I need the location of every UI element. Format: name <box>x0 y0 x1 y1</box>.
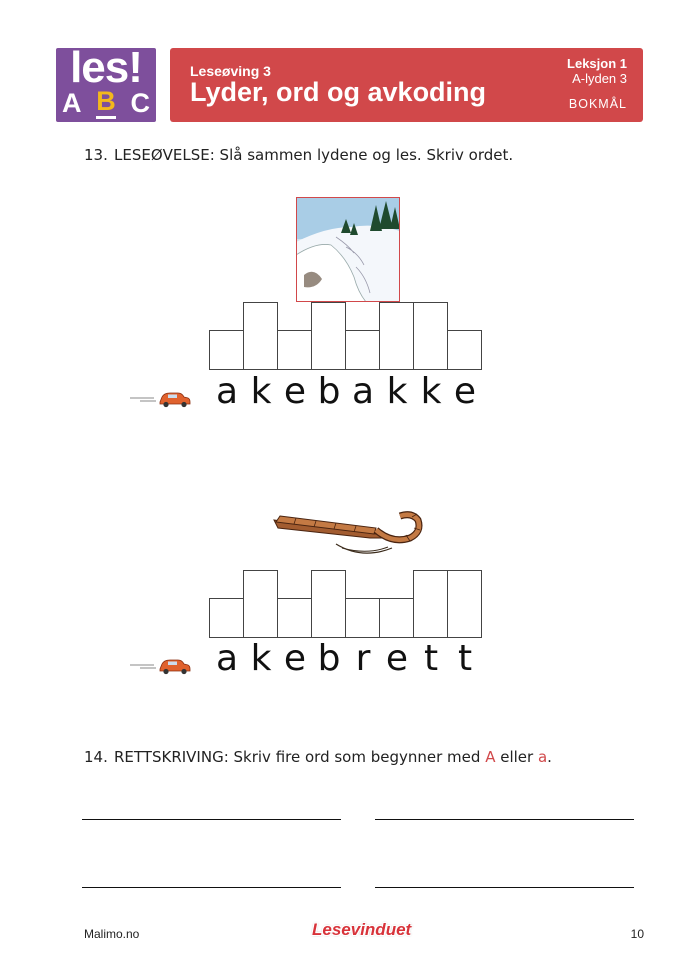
letter-box[interactable] <box>345 330 380 370</box>
word-letter: e <box>453 371 477 412</box>
letter-box[interactable] <box>447 330 482 370</box>
letter-box[interactable] <box>277 598 312 638</box>
letter-box[interactable] <box>447 570 482 638</box>
sled-picture <box>272 508 424 558</box>
letter-box[interactable] <box>277 330 312 370</box>
les-abc-logo <box>56 43 156 122</box>
word-letter: r <box>355 638 371 679</box>
task-14-instruction <box>84 748 552 766</box>
writing-line[interactable] <box>82 819 341 820</box>
word-letter: e <box>283 371 307 412</box>
letter-boxes-1 <box>209 302 482 370</box>
letter-box[interactable] <box>379 598 414 638</box>
logo-letter-c: C <box>130 88 150 118</box>
task-14-number: 14. <box>84 748 108 766</box>
task-14-text: RETTSKRIVING: Skriv fire ord som begynner med <box>114 748 486 766</box>
letter-box[interactable] <box>413 302 448 370</box>
word-letter: k <box>250 371 272 412</box>
word-letter: a <box>215 371 239 412</box>
header-banner <box>170 48 643 122</box>
letter-box[interactable] <box>209 598 244 638</box>
task-14-text-end: . <box>547 748 552 766</box>
page-title: Lyder, ord og avkoding <box>190 77 487 107</box>
word-akebakke <box>210 371 482 412</box>
word-letter: b <box>317 638 341 679</box>
sound-label: A-lyden 3 <box>572 71 627 86</box>
letter-box[interactable] <box>243 302 278 370</box>
letter-box[interactable] <box>379 302 414 370</box>
word-letter: k <box>250 638 272 679</box>
word-akebrett <box>210 638 482 679</box>
page-number: 10 <box>630 927 644 941</box>
logo-letter-b: B <box>96 88 116 119</box>
letter-upper-a: A <box>485 748 496 766</box>
snowy-hill-picture <box>296 197 400 302</box>
task-13-number: 13. <box>84 146 108 164</box>
car-icon <box>128 656 192 676</box>
footer-site: Malimo.no <box>84 927 140 941</box>
word-letter: a <box>215 638 239 679</box>
word-letter: k <box>386 371 408 412</box>
letter-box[interactable] <box>311 302 346 370</box>
letter-boxes-2 <box>209 570 482 638</box>
word-letter: e <box>283 638 307 679</box>
car-icon <box>128 389 192 409</box>
lesevinduet-logo: Lesevinduet <box>312 920 412 939</box>
writing-line[interactable] <box>375 887 634 888</box>
letter-box[interactable] <box>345 598 380 638</box>
letter-box[interactable] <box>243 570 278 638</box>
word-letter: t <box>423 638 439 679</box>
language-label: BOKMÅL <box>568 97 627 111</box>
word-letter: k <box>420 371 442 412</box>
logo-text: les! <box>70 43 142 92</box>
word-letter: t <box>457 638 473 679</box>
letter-box[interactable] <box>311 570 346 638</box>
writing-line[interactable] <box>375 819 634 820</box>
task-13-text: LESEØVELSE: Slå sammen lydene og les. Skriv ordet. <box>114 146 514 164</box>
writing-line[interactable] <box>82 887 341 888</box>
word-letter: e <box>385 638 409 679</box>
letter-box[interactable] <box>209 330 244 370</box>
word-letter: a <box>351 371 375 412</box>
logo-letter-a: A <box>62 88 82 118</box>
lesson-label: Leksjon 1 <box>567 56 627 71</box>
task-13-instruction <box>84 146 513 164</box>
letter-lower-a: a <box>537 748 548 766</box>
task-14-text-middle: eller <box>495 748 538 766</box>
letter-box[interactable] <box>413 570 448 638</box>
word-letter: b <box>317 371 341 412</box>
banner-subtitle: Leseøving 3 <box>190 63 271 79</box>
